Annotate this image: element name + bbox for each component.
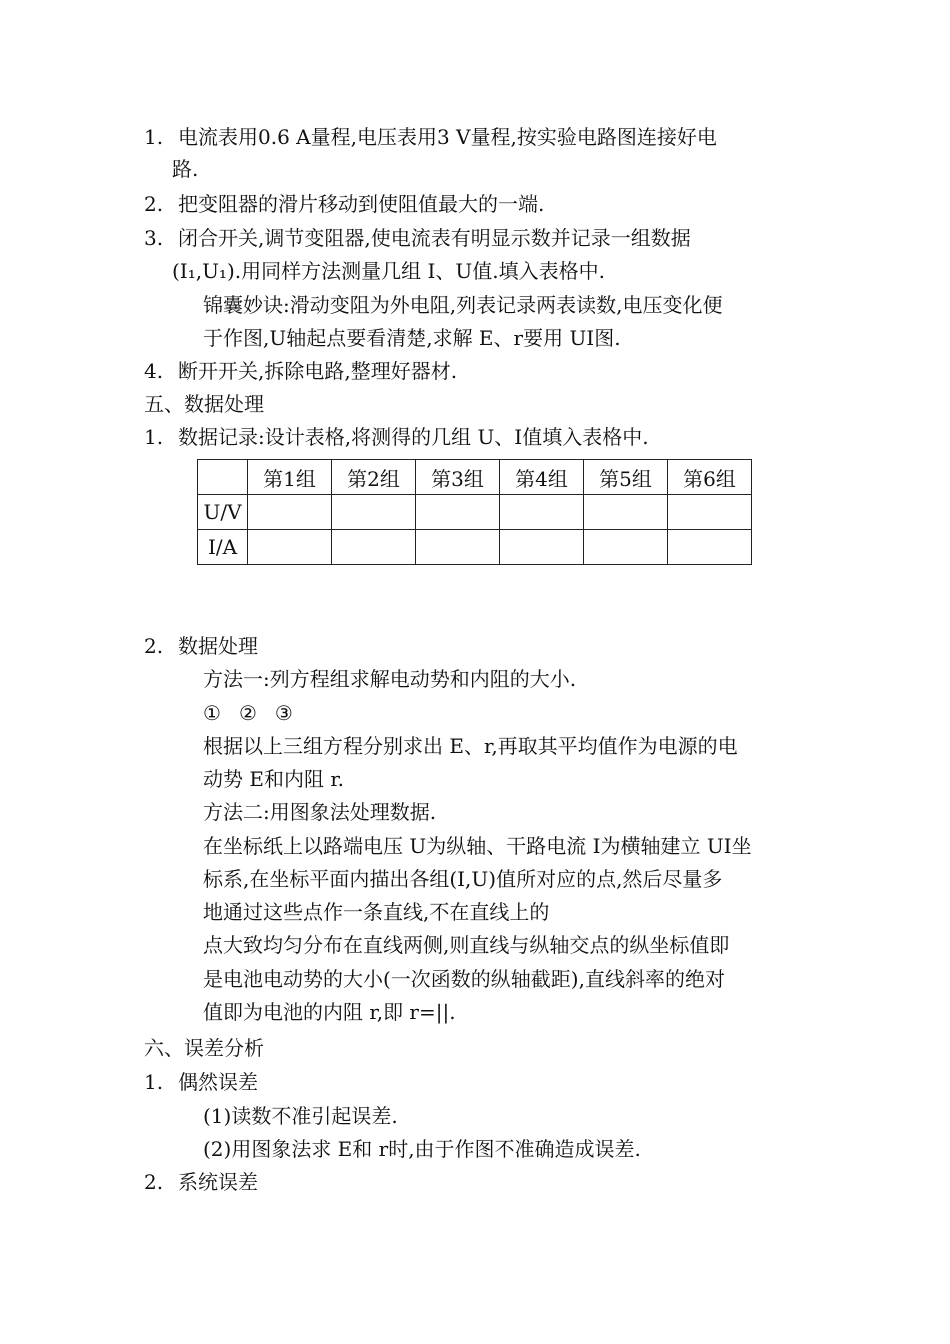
data-table bbox=[197, 459, 752, 565]
table-cell bbox=[668, 530, 752, 565]
method-1: 方法一:列方程组求解电动势和内阻的大小. bbox=[203, 667, 577, 691]
step-number: 2. bbox=[144, 192, 164, 216]
section-5-item-2 bbox=[144, 634, 258, 658]
step-number: 1. bbox=[144, 125, 164, 149]
section-5-heading: 五、数据处理 bbox=[144, 392, 264, 416]
step-3 bbox=[144, 226, 691, 250]
table-row-label: U/V bbox=[198, 495, 248, 530]
item-text: 数据记录:设计表格,将测得的几组 U、I值填入表格中. bbox=[178, 425, 649, 449]
tip-line-2: 于作图,U轴起点要看清楚,求解 E、r要用 UI图. bbox=[203, 326, 621, 350]
step-text: 断开开关,拆除电路,整理好器材. bbox=[178, 359, 458, 383]
table-cell bbox=[416, 530, 500, 565]
table-cell bbox=[500, 495, 584, 530]
table-cell bbox=[416, 495, 500, 530]
equation-marker: ① bbox=[203, 701, 221, 725]
table-cell bbox=[668, 495, 752, 530]
step-number: 4. bbox=[144, 359, 164, 383]
method-2-line: 值即为电池的内阻 r,即 r=||. bbox=[203, 1000, 456, 1024]
table-cell bbox=[332, 530, 416, 565]
table-row bbox=[198, 530, 752, 565]
item-number: 2. bbox=[144, 1170, 164, 1194]
table-cell bbox=[500, 530, 584, 565]
table-header-cell: 第2组 bbox=[332, 460, 416, 495]
section-6-item-2 bbox=[144, 1170, 258, 1194]
table-cell bbox=[248, 495, 332, 530]
table-row bbox=[198, 495, 752, 530]
item-text: 系统误差 bbox=[178, 1170, 258, 1194]
section-5-item-1 bbox=[144, 425, 649, 449]
table-cell bbox=[584, 495, 668, 530]
equation-marker: ② bbox=[238, 701, 257, 725]
step-number: 3. bbox=[144, 226, 164, 250]
method-2-line: 标系,在坐标平面内描出各组(I,U)值所对应的点,然后尽量多 bbox=[203, 867, 723, 891]
table-header-cell: 第5组 bbox=[584, 460, 668, 495]
table-row-label: I/A bbox=[198, 530, 248, 565]
table-cell bbox=[248, 530, 332, 565]
section-6-heading: 六、误差分析 bbox=[144, 1036, 264, 1060]
table-header-row bbox=[198, 460, 752, 495]
step-4 bbox=[144, 359, 457, 383]
item-number: 1. bbox=[144, 425, 164, 449]
step-1-cont: 路. bbox=[172, 157, 199, 181]
section-6-item-1 bbox=[144, 1070, 258, 1094]
method-2: 方法二:用图象法处理数据. bbox=[203, 800, 437, 824]
tip-line-1: 锦囊妙诀:滑动变阻为外电阻,列表记录两表读数,电压变化便 bbox=[203, 293, 723, 317]
error-sub-2: (2)用图象法求 E和 r时,由于作图不准确造成误差. bbox=[203, 1137, 641, 1161]
table-header-cell: 第6组 bbox=[668, 460, 752, 495]
method-2-line: 在坐标纸上以路端电压 U为纵轴、干路电流 I为横轴建立 UI坐 bbox=[203, 834, 752, 858]
method-1-desc-2: 动势 E和内阻 r. bbox=[203, 767, 345, 791]
table-header-cell: 第1组 bbox=[248, 460, 332, 495]
item-number: 1. bbox=[144, 1070, 164, 1094]
error-sub-1: (1)读数不准引起误差. bbox=[203, 1104, 398, 1128]
step-text: 电流表用0.6 A量程,电压表用3 V量程,按实验电路图连接好电 bbox=[178, 125, 717, 149]
equation-marker: ③ bbox=[274, 701, 293, 725]
item-text: 偶然误差 bbox=[178, 1070, 258, 1094]
equation-markers bbox=[203, 701, 311, 725]
item-text: 数据处理 bbox=[178, 634, 258, 658]
table-header-cell: 第3组 bbox=[416, 460, 500, 495]
method-2-line: 是电池电动势的大小(一次函数的纵轴截距),直线斜率的绝对 bbox=[203, 967, 725, 991]
table-header-cell bbox=[198, 460, 248, 495]
table-header-cell: 第4组 bbox=[500, 460, 584, 495]
method-2-line: 地通过这些点作一条直线,不在直线上的 bbox=[203, 900, 550, 924]
item-number: 2. bbox=[144, 634, 164, 658]
step-text: 闭合开关,调节变阻器,使电流表有明显示数并记录一组数据 bbox=[178, 226, 691, 250]
step-text: 把变阻器的滑片移动到使阻值最大的一端. bbox=[178, 192, 545, 216]
step-2 bbox=[144, 192, 544, 216]
table-cell bbox=[332, 495, 416, 530]
step-1 bbox=[144, 125, 717, 149]
method-2-line: 点大致均匀分布在直线两侧,则直线与纵轴交点的纵坐标值即 bbox=[203, 933, 730, 957]
step-3-cont: (I₁,U₁).用同样方法测量几组 I、U值.填入表格中. bbox=[172, 259, 605, 283]
table-cell bbox=[584, 530, 668, 565]
method-1-desc-1: 根据以上三组方程分别求出 E、r,再取其平均值作为电源的电 bbox=[203, 734, 738, 758]
